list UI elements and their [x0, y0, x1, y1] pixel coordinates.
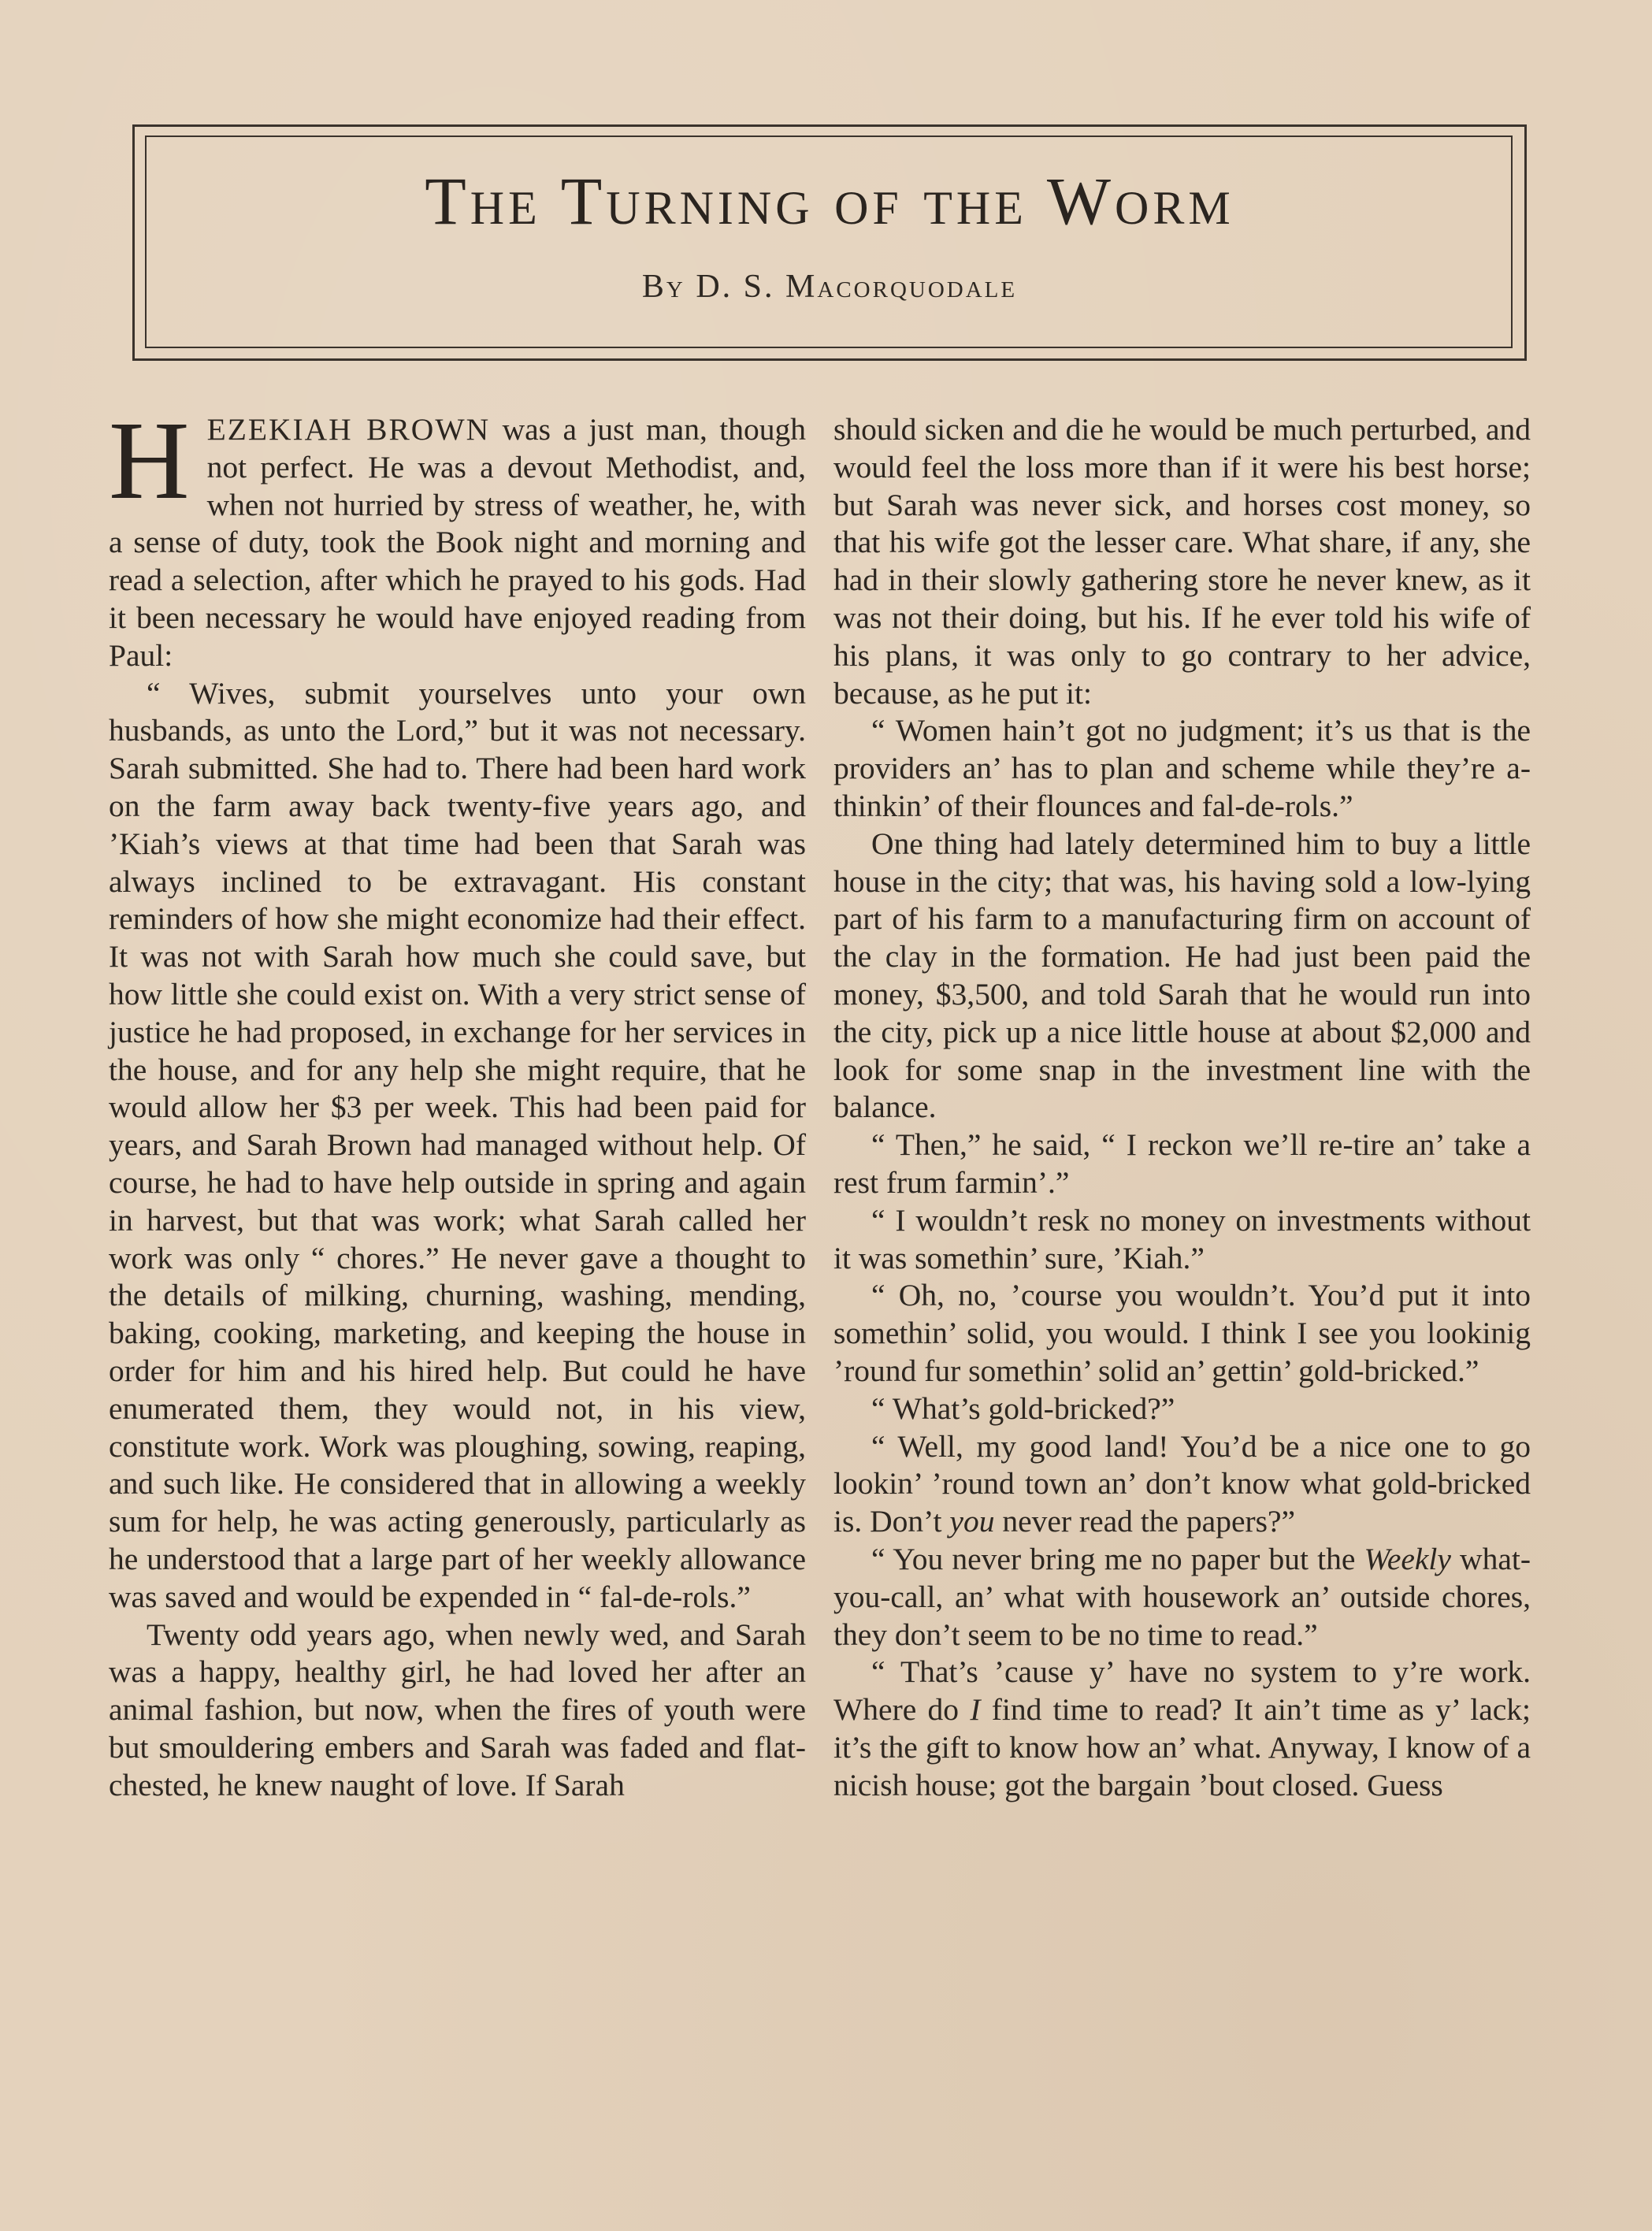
emphasis: Weekly	[1364, 1541, 1451, 1576]
article-byline: By D. S. Macorquodale	[641, 269, 1018, 305]
paragraph: “ I wouldn’t resk no money on investments without it was somethin’ sure, ’Kiah.”	[833, 1202, 1531, 1275]
text-run: find time to read? It ain’t time as y’ lack; it’s the gift to know how an’ what. Anyway, I know of a nicish house; got the bargain ’bout closed. Guess	[833, 1692, 1531, 1802]
emphasis: I	[970, 1692, 981, 1728]
paragraph	[833, 1541, 1531, 1654]
opening-text: was a just man, though not perfect. He was a devout Methodist, and, when not hurried by stress of weather, he, with a sense of duty, took the Book night and morning and read a selection, after which he prayed to his gods. Had it been necessary he would have enjoyed reading from Paul:	[109, 412, 806, 673]
drop-cap: H	[109, 398, 190, 522]
left-column	[109, 398, 806, 1804]
article-title: The Turning of the Worm	[425, 163, 1234, 239]
paragraph: “ Wives, submit yourselves unto your own husbands, as unto the Lord,” but it was not necessary. Sarah submitted. She had to. There had been hard work on the farm away back twenty-five years ago, and ’Kiah’s views at that time had been that Sarah was always inclined to be extravagant. His constant reminders of how she might economize had their effect. It was not with Sarah how much she could save, but how little she could exist on. With a very strict sense of justice he had proposed, in exchange for her services in the house, and for any help she might require, that he would allow her $3 per week. This had been paid for years, and Sarah Brown had managed without help. Of course, he had to have help outside in spring and again in harvest, but that was work; what Sarah called her work was only “ chores.” He never gave a thought to the details of milking, churning, washing, mending, baking, cooking, marketing, and keeping the house in order for him and his hired help. But could he have enumerated them, they would not, in his view, constitute work. Work was ploughing, sowing, reaping, and such like. He considered that in allowing a weekly sum for help, he was acting generously, particularly as he understood that a large part of her weekly allowance was saved and would be expended in “ fal-de-rols.”	[109, 675, 806, 1614]
paragraph: “ What’s gold-bricked?”	[871, 1390, 1175, 1426]
text-run: never read the papers?”	[994, 1504, 1296, 1539]
opening-paragraph	[109, 398, 806, 675]
paragraph	[833, 1428, 1531, 1541]
emphasis: you	[949, 1504, 995, 1539]
paragraph: Twenty odd years ago, when newly wed, and Sarah was a happy, healthy girl, he had loved her after an animal fashion, but now, when the fires of youth were but smouldering embers and Sarah was faded and flat-chested, he knew naught of love. If Sarah	[109, 1617, 806, 1802]
text-run: “ Well, my good land! You’d be a nice one to go lookin’ ’round town an’ don’t know what gold-bricked is. Don’t	[833, 1428, 1531, 1539]
right-column	[833, 411, 1531, 1804]
opening-caps: EZEKIAH BROWN	[206, 412, 491, 447]
text-run: what-you-call, an’ what with housework an’ outside chores, they don’t seem to be no time to read.”	[833, 1541, 1531, 1652]
text-run: “ You never bring me no paper but the	[871, 1541, 1364, 1576]
text-run: “ That’s ’cause y’ have no system to y’re work. Where do	[833, 1654, 1531, 1728]
paragraph: “ Then,” he said, “ I reckon we’ll re-tire an’ take a rest frum farmin’.”	[833, 1127, 1531, 1200]
paragraph: “ Oh, no, ’course you wouldn’t. You’d put it into somethin’ solid, you would. I think I see you lookinig ’round fur somethin’ solid an’ gettin’ gold-bricked.”	[833, 1278, 1531, 1388]
paragraph: One thing had lately determined him to buy a little house in the city; that was, his having sold a low-lying part of his farm to a manufacturing firm on account of the clay in the formation. He had just been paid the money, $3,500, and told Sarah that he would run into the city, pick up a nice little house at about $2,000 and look for some snap in the investment line with the balance.	[833, 826, 1531, 1125]
paragraph	[833, 1654, 1531, 1804]
paragraph: should sicken and die he would be much perturbed, and would feel the loss more than if it were his best horse; but Sarah was never sick, and horses cost money, so that his wife got the lesser care. What share, if any, she had in their slowly gathering store he never knew, as it was not their doing, but his. If he ever told his wife of his plans, it was only to go contrary to her advice, because, as he put it:	[833, 412, 1531, 711]
paragraph: “ Women hain’t got no judgment; it’s us that is the providers an’ has to plan and scheme while they’re a-thinkin’ of their flounces and fal-de-rols.”	[833, 713, 1531, 823]
